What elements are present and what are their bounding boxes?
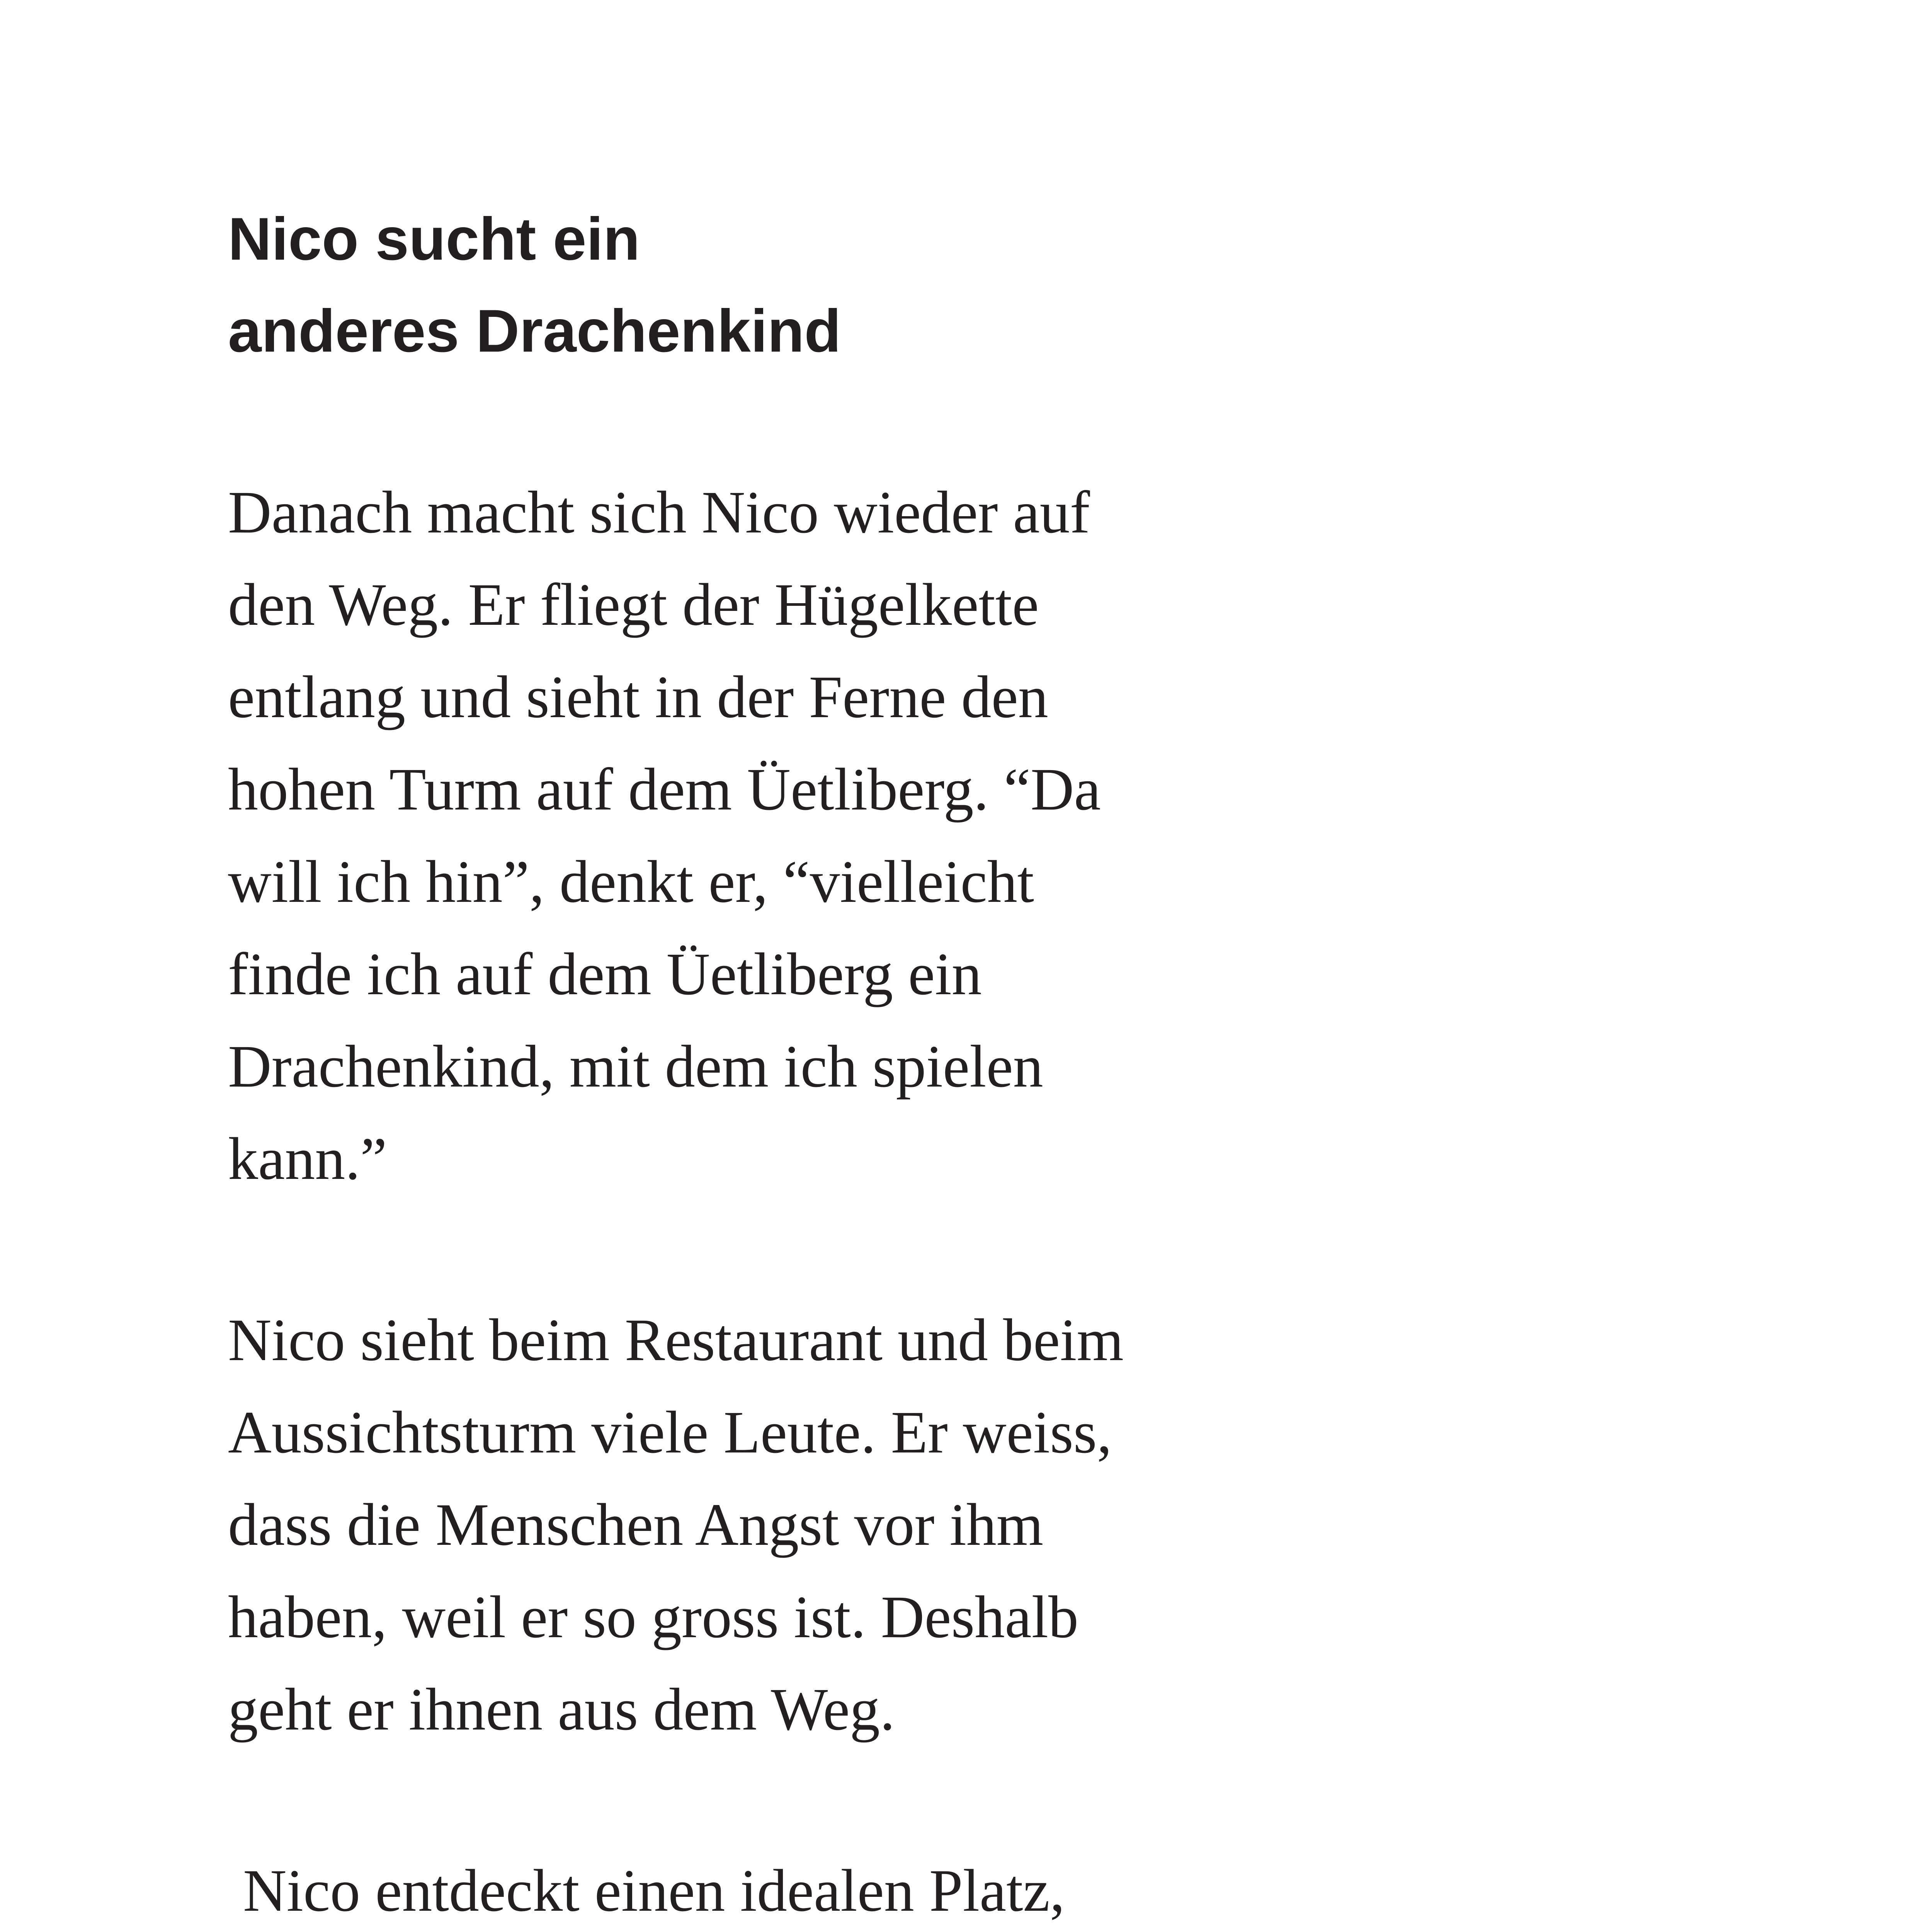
text-line: will ich hin”, denkt er, “vielleicht	[228, 848, 1034, 915]
text-line: geht er ihnen aus dem Weg.	[228, 1676, 895, 1743]
text-line: kann.”	[228, 1125, 387, 1192]
text-line: Nico sieht beim Restaurant und beim	[228, 1306, 1124, 1373]
paragraph-people	[228, 1294, 1271, 1755]
page-content	[228, 193, 1271, 1932]
text-line: den Weg. Er fliegt der Hügelkette	[228, 571, 1039, 638]
text-line: haben, weil er so gross ist. Deshalb	[228, 1583, 1078, 1650]
text-line: dass die Menschen Angst vor ihm	[228, 1491, 1044, 1558]
text-line: hohen Turm auf dem Üetliberg. “Da	[228, 756, 1101, 823]
text-line: Nico entdeckt einen idealen Platz,	[228, 1857, 1065, 1924]
text-line: finde ich auf dem Üetliberg ein	[228, 940, 982, 1007]
text-line: Aussichtsturm viele Leute. Er weiss,	[228, 1399, 1112, 1466]
text-line: Danach macht sich Nico wieder auf	[228, 479, 1090, 546]
text-line: Drachenkind, mit dem ich spielen	[228, 1033, 1043, 1100]
chapter-title	[228, 193, 1271, 377]
paragraph-tower	[228, 1844, 1271, 1932]
paragraph-departure	[228, 466, 1271, 1205]
chapter-title-line: anderes Drachenkind	[228, 298, 841, 365]
text-line: entlang und sieht in der Ferne den	[228, 663, 1048, 730]
chapter-title-line: Nico sucht ein	[228, 206, 640, 273]
